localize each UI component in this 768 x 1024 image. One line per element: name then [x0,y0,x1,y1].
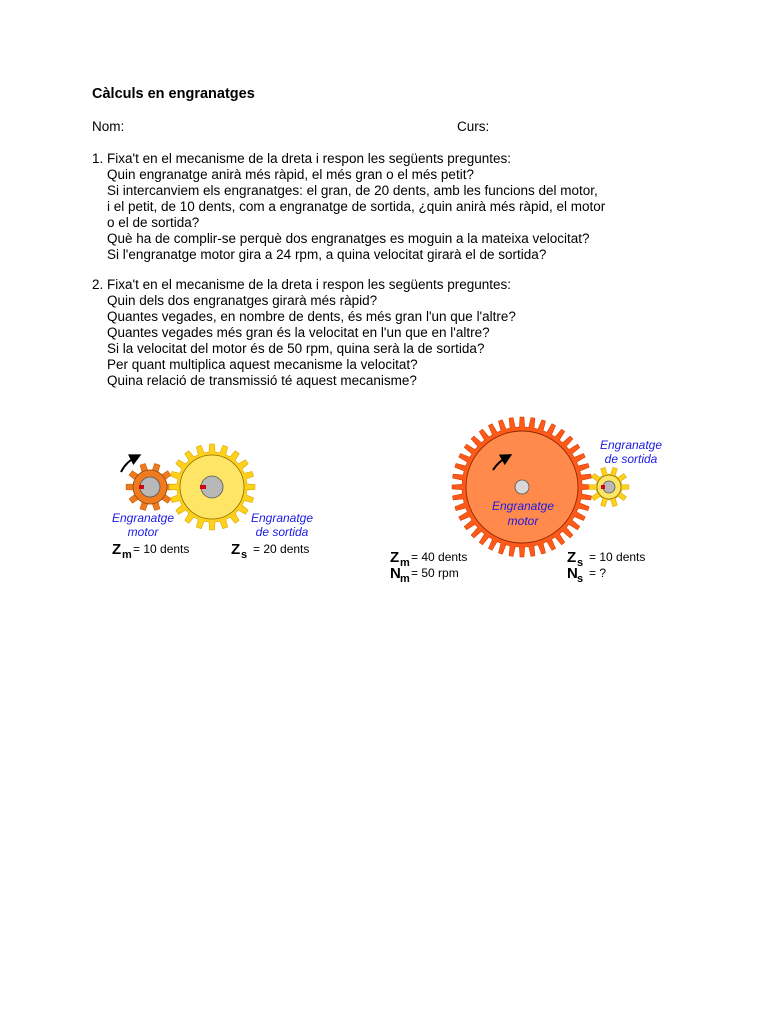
zs-subscript: s [577,557,584,569]
motor-gear-label: Engranatge [111,511,175,525]
motor-gear-label: motor [507,514,539,528]
page-title: Càlculs en engranatges [92,86,255,102]
question-number: 1. [92,151,104,166]
name-field-label: Nom: [92,119,125,134]
zm-symbol: Z [390,549,400,566]
question-line: Si la velocitat del motor és de 50 rpm, quina serà la de sortida? [107,341,485,356]
output-gear-label: Engranatge [599,438,663,452]
rotation-arrow-icon [121,457,136,472]
small-motor-gear-icon [126,463,174,510]
zm-value: = 10 dents [133,542,190,556]
zm-subscript: m [122,549,132,561]
output-gear-label: de sortida [604,452,658,466]
zm-subscript: m [400,557,410,569]
nm-value: = 50 rpm [411,566,459,580]
question-number: 2. [92,277,104,292]
nm-subscript: m [400,573,410,585]
question-line: o el de sortida? [107,215,200,230]
small-output-gear-icon [589,467,629,506]
question-line: Quina relació de transmissió té aquest mecanisme? [107,373,417,388]
nm-symbol: N [390,565,401,582]
gear-figure-2 [390,417,662,585]
question-line: Quantes vegades, en nombre de dents, és més gran l'un que l'altre? [107,309,516,324]
question-line: Si l'engranatge motor gira a 24 rpm, a quina velocitat girarà el de sortida? [107,247,547,262]
motor-gear-label: Engranatge [491,499,555,513]
ns-subscript: s [577,573,584,585]
zs-subscript: s [241,549,248,561]
large-motor-gear-icon [452,417,592,557]
ns-symbol: N [567,565,578,582]
output-gear-label: Engranatge [250,511,314,525]
course-field-label: Curs: [457,119,490,134]
question-line: Quin engranatge anirà més ràpid, el més gran o el més petit? [107,167,474,182]
gear-figure-1 [112,444,313,561]
question-line: Què ha de complir-se perquè dos engranatges es moguin a la mateixa velocitat? [107,231,590,246]
question-intro: Fixa't en el mecanisme de la dreta i respon les següents preguntes: [107,151,512,166]
question-line: Si intercanviem els engranatges: el gran, de 20 dents, amb les funcions del motor, [107,183,598,198]
question-line: i el petit, de 10 dents, com a engranatge de sortida, ¿quin anirà més ràpid, el motor [107,199,606,214]
motor-gear-label: motor [127,525,159,539]
zm-symbol: Z [112,541,122,558]
zs-value: = 10 dents [589,550,646,564]
zm-value: = 40 dents [411,550,468,564]
zs-symbol: Z [231,541,241,558]
question-intro: Fixa't en el mecanisme de la dreta i respon les següents preguntes: [107,277,512,292]
question-line: Quin dels dos engranatges girarà més ràpid? [107,293,378,308]
large-output-gear-icon [169,444,255,530]
zs-value: = 20 dents [253,542,310,556]
question-line: Per quant multiplica aquest mecanisme la velocitat? [107,357,418,372]
zs-symbol: Z [567,549,577,566]
ns-value: = ? [589,566,607,580]
question-line: Quantes vegades més gran és la velocitat en l'un que en l'altre? [107,325,490,340]
output-gear-label: de sortida [255,525,309,539]
